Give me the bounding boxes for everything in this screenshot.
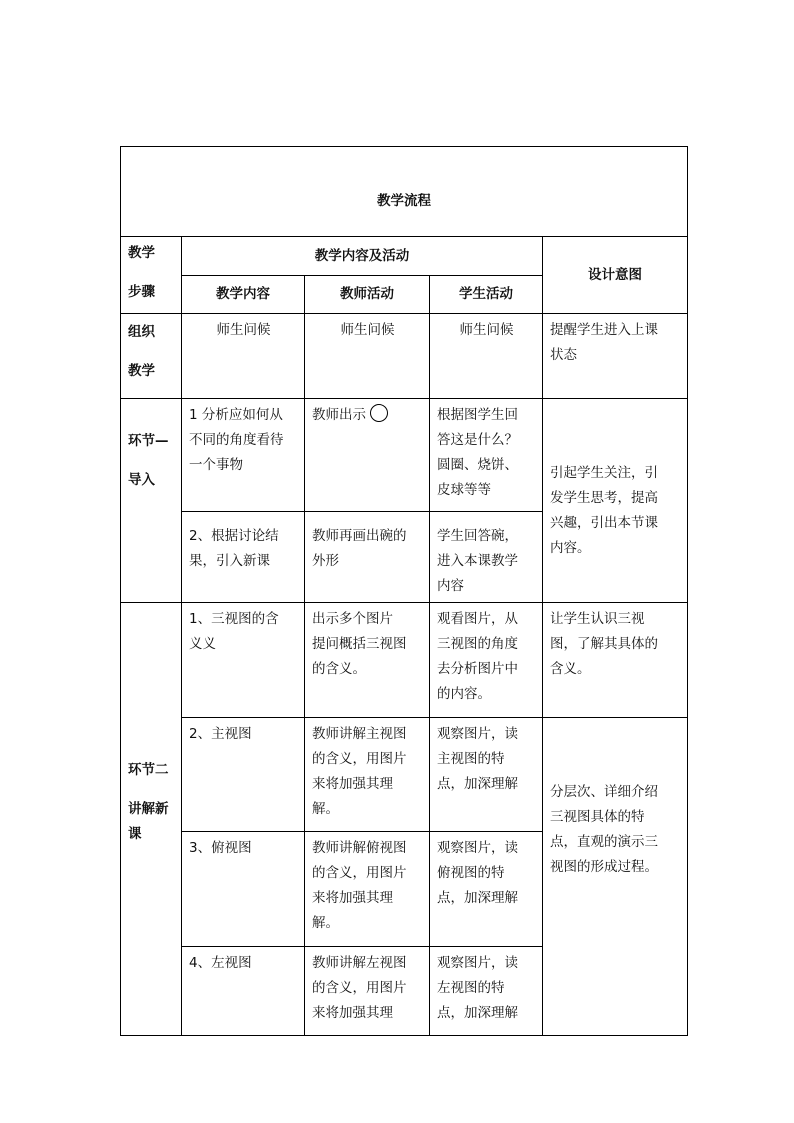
- header-teacher: 教师活动: [305, 276, 430, 314]
- text-line: 兴趣，引出本节课: [550, 515, 658, 531]
- text-line: 出示多个图片: [312, 611, 393, 627]
- text-line: 视图的形成过程。: [550, 859, 658, 875]
- text-line: 的内容。: [437, 686, 491, 702]
- text-line: 2、根据讨论结: [189, 528, 279, 544]
- text-line: 进入本课教学: [437, 553, 518, 569]
- text-line: 状态: [550, 347, 577, 363]
- text-line: 来将加强其理: [312, 776, 393, 792]
- text-line: 皮球等等: [437, 482, 491, 498]
- text-line: 去分析图片中: [437, 661, 518, 677]
- intro-student-2: [430, 512, 543, 603]
- text-line: 教师讲解俯视图: [312, 840, 407, 856]
- intro-teacher-2: [305, 512, 430, 603]
- text-line: 让学生认识三视: [550, 611, 645, 627]
- text-line: 提问概括三视图: [312, 636, 407, 652]
- text-line: 果，引入新课: [189, 553, 270, 569]
- text-line: 引起学生关注，引: [550, 465, 658, 481]
- explain-teacher-1: [305, 603, 430, 718]
- header-step-line1: 教学: [128, 245, 155, 261]
- text-line: 观察图片，读: [437, 840, 518, 856]
- text-line: 观察图片，读: [437, 726, 518, 742]
- text-line: 含义。: [550, 661, 591, 677]
- header-content-activity: 教学内容及活动: [182, 237, 543, 276]
- stage-intro-line2: 导入: [128, 472, 155, 488]
- text-line: 三视图的角度: [437, 636, 518, 652]
- header-step-line2: 步骤: [128, 284, 155, 300]
- text-line: 圆圈、烧饼、: [437, 457, 518, 473]
- circle-icon: [370, 404, 388, 422]
- header-intent: 设计意图: [543, 237, 688, 314]
- text-line: 观察图片，读: [437, 955, 518, 971]
- text-line: 发学生思考，提高: [550, 490, 658, 506]
- stage-organize-line1: 组织: [128, 324, 155, 340]
- text-line: 教师讲解左视图: [312, 955, 407, 971]
- explain-shared-intent: [543, 718, 688, 1036]
- explain-student-2: [430, 718, 543, 832]
- explain-student-1: [430, 603, 543, 718]
- organize-intent: [543, 314, 688, 399]
- organize-content: 师生问候: [182, 314, 305, 399]
- text-line: 点，直观的演示三: [550, 834, 658, 850]
- text-line: 的含义，用图片: [312, 865, 407, 881]
- text-line: 来将加强其理: [312, 1005, 393, 1021]
- text-line: 左视图的特: [437, 980, 505, 996]
- text-line: 点，加深理解: [437, 1005, 518, 1021]
- header-content: 教学内容: [182, 276, 305, 314]
- text-line: 一个事物: [189, 457, 243, 473]
- text-line: 义义: [189, 636, 216, 652]
- explain-student-3: [430, 832, 543, 947]
- stage-intro-line1: 环节—: [128, 433, 169, 449]
- text-line: 教师讲解主视图: [312, 726, 407, 742]
- header-step: [121, 237, 182, 314]
- stage-explain-line2: 讲解新: [128, 801, 169, 817]
- text-line: 主视图的特: [437, 751, 505, 767]
- text-line: 观看图片，从: [437, 611, 518, 627]
- text-line: 提醒学生进入上课: [550, 322, 658, 338]
- intro-content-1: [182, 399, 305, 512]
- stage-intro: [121, 399, 182, 603]
- text-line: 不同的角度看待: [189, 432, 284, 448]
- explain-intent-1: [543, 603, 688, 718]
- explain-content-4: 4、左视图: [182, 947, 305, 1036]
- text-line: 俯视图的特: [437, 865, 505, 881]
- organize-teacher: 师生问候: [305, 314, 430, 399]
- explain-content-3: 3、俯视图: [182, 832, 305, 947]
- stage-explain-line3: 课: [128, 826, 142, 842]
- text-line: 来将加强其理: [312, 890, 393, 906]
- organize-student: 师生问候: [430, 314, 543, 399]
- text-line: 根据图学生回: [437, 407, 518, 423]
- intro-content-2: [182, 512, 305, 603]
- stage-organize-line2: 教学: [128, 363, 155, 379]
- explain-teacher-4: [305, 947, 430, 1036]
- text-line: 图，了解其具体的: [550, 636, 658, 652]
- text-line: 答这是什么？: [437, 432, 518, 448]
- text-line: 学生回答碗，: [437, 528, 518, 544]
- stage-organize: [121, 314, 182, 399]
- explain-content-2: 2、主视图: [182, 718, 305, 832]
- explain-teacher-3: [305, 832, 430, 947]
- text-line: 的含义，用图片: [312, 980, 407, 996]
- explain-teacher-2: [305, 718, 430, 832]
- table-title: 教学流程: [121, 147, 688, 237]
- explain-student-4: [430, 947, 543, 1036]
- text-line: 1、三视图的含: [189, 611, 279, 627]
- text-line: 的含义，用图片: [312, 751, 407, 767]
- teaching-flow-table: [120, 146, 688, 1036]
- text-line: 点，加深理解: [437, 776, 518, 792]
- explain-content-1: [182, 603, 305, 718]
- intro-intent: [543, 399, 688, 603]
- text-line: 教师再画出碗的: [312, 528, 407, 544]
- text-line: 内容。: [550, 540, 591, 556]
- intro-student-1: [430, 399, 543, 512]
- text-line: 外形: [312, 553, 339, 569]
- text-line: 1 分析应如何从: [189, 407, 283, 423]
- stage-explain-line1: 环节二: [128, 762, 169, 778]
- text-line: 分层次、详细介绍: [550, 784, 658, 800]
- text-line: 三视图具体的特: [550, 809, 645, 825]
- text-line: 点，加深理解: [437, 890, 518, 906]
- text-line: 的含义。: [312, 661, 366, 677]
- stage-explain: [121, 603, 182, 1036]
- text-line: 教师出示: [312, 407, 366, 423]
- header-student: 学生活动: [430, 276, 543, 314]
- text-line: 解。: [312, 915, 339, 931]
- intro-teacher-1: [305, 399, 430, 512]
- text-line: 解。: [312, 801, 339, 817]
- text-line: 内容: [437, 578, 464, 594]
